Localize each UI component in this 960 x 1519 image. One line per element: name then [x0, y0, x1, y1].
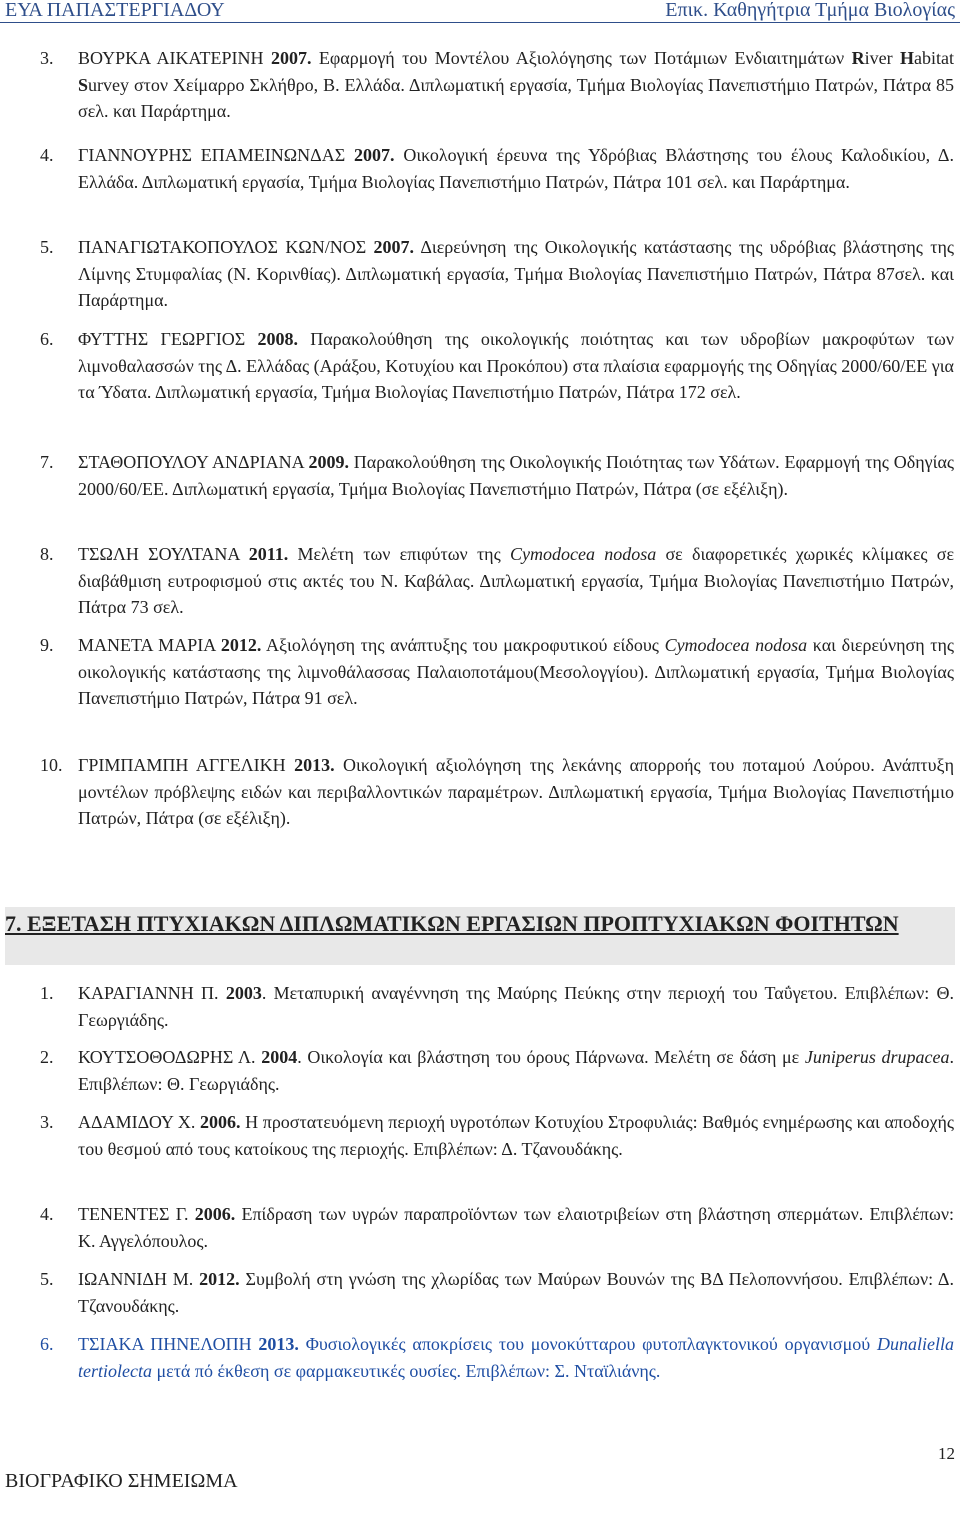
entry-year: 2009.: [308, 452, 349, 472]
entry-author: ΚΟΥΤΣΟΘΟΔΩΡΗΣ Λ.: [78, 1047, 256, 1067]
entry-year: 2007.: [270, 48, 312, 68]
entry-author: ΣΤΑΘΟΠΟΥΛΟΥ ΑΝΔΡΙΑΝΑ: [78, 452, 304, 472]
entry-text: ΠΑΝΑΓΙΩΤΑΚΟΠΟΥΛΟΣ ΚΩΝ/ΝΟΣ 2007. Διερεύνηση της Οικολογικής κατάστασης της υδρόβιας βλάστησης της Λίμνης Στυμφαλίας (Ν. Κορινθίας). Διπλωματική εργασία, Τμήμα Βιολογίας Πανεπιστήμιο Πατρών, Πάτρα 87σελ. και Παράρτημα.: [78, 237, 955, 310]
section-heading-text: 7. ΕΞΕΤΑΣΗ ΠΤΥΧΙΑΚΩΝ ΔΙΠΛΩΜΑΤΙΚΩΝ ΕΡΓΑΣΙΩΝ ΠΡΟΠΤΥΧΙΑΚΩΝ ΦΟΙΤΗΤΩΝ: [5, 911, 899, 936]
entry-author: ΦΥΤΤΗΣ ΓΕΩΡΓΙΟΣ: [78, 329, 246, 349]
entry-author: ΓΙΑΝΝΟΥΡΗΣ ΕΠΑΜΕΙΝΩΝΔΑΣ: [78, 145, 346, 165]
entry-number: 6.: [40, 1334, 54, 1354]
entry-author: ΒΟΥΡΚΑ ΑΙΚΑΤΕΡΙΝΗ: [78, 48, 264, 68]
entry-text: ΙΩΑΝΝΙΔΗ Μ. 2012. Συμβολή στη γνώση της χλωρίδας των Μαύρων Βουνών της ΒΔ Πελοποννήσου. Επιβλέπων: Δ. Τζανουδάκης.: [78, 1269, 955, 1316]
entry-text: ΚΑΡΑΓΙΑΝΝΗ Π. 2003. Μεταπυρική αναγέννηση της Μαύρης Πεύκης στην περιοχή του Ταΰγετου. Επιβλέπων: Θ. Γεωργιάδης.: [78, 983, 954, 1030]
entry-number: 5.: [40, 237, 54, 257]
entry-year: 2008.: [257, 329, 298, 349]
species-name: Dunaliella tertiolecta: [78, 1334, 954, 1381]
entry-text: ΓΙΑΝΝΟΥΡΗΣ ΕΠΑΜΕΙΝΩΝΔΑΣ 2007. Οικολογική έρευνα της Υδρόβιας Βλάστησης του έλους Καλοδικίου, Δ. Ελλάδα. Διπλωματική εργασία, Τμήμα Βιολογίας Πανεπιστήμιο Πατρών, Πάτρα 101 σελ. και Παράρτημα.: [78, 145, 954, 192]
entry-number: 4.: [40, 1204, 54, 1224]
entry-number: 2.: [40, 1047, 54, 1067]
entry-text: ΣΤΑΘΟΠΟΥΛΟΥ ΑΝΔΡΙΑΝΑ 2009. Παρακολούθηση της Οικολογικής Ποιότητας των Υδάτων. Εφαρμογή της Οδηγίας 2000/60/ΕΕ. Διπλωματική εργασία, Τμήμα Βιολογίας Πανεπιστήμιο Πατρών, Πάτρα (σε εξέλιξη).: [78, 452, 954, 499]
entry-year: 2006.: [194, 1204, 236, 1224]
entry-year: 2012.: [199, 1269, 240, 1289]
header-author: ΕΥΑ ΠΑΠΑΣΤΕΡΓΙΑΔΟΥ: [5, 0, 225, 21]
entry-number: 7.: [40, 452, 54, 472]
entry-author: ΜΑΝΕΤΑ ΜΑΡΙΑ: [78, 635, 216, 655]
entry-text: ΒΟΥΡΚΑ ΑΙΚΑΤΕΡΙΝΗ 2007. Εφαρμογή του Μοντέλου Αξιολόγησης των Ποτάμιων Ενδιαιτημάτων River Habitat Survey στον Χείμαρρο Σκλήθρο, Β. Ελλάδα. Διπλωματική εργασία, Τμήμα Βιολογίας Πανεπιστήμιο Πατρών, Πάτρα 85 σελ. και Παράρτημα.: [78, 48, 955, 121]
entry-text: ΚΟΥΤΣΟΘΟΔΩΡΗΣ Λ. 2004. Οικολογία και βλάστηση του όρους Πάρνωνα. Μελέτη σε δάση με Juniperus drupacea. Επιβλέπων: Θ. Γεωργιάδης.: [78, 1047, 954, 1094]
entry-year: 2013.: [258, 1334, 299, 1354]
entry-year: 2012.: [220, 635, 262, 655]
entry-number: 5.: [40, 1269, 54, 1289]
entry-text: ΦΥΤΤΗΣ ΓΕΩΡΓΙΟΣ 2008. Παρακολούθηση της οικολογικής ποιότητας και των υδροβίων μακροφύτων των λιμνοθαλασσών της Δ. Ελλάδας (Αράξου, Κοτυχίου και Προκόπου) στα πλαίσια εφαρμογής της Οδηγίας 2000/60/ΕΕ για τα Ύδατα. Διπλωματική εργασία, Τμήμα Βιολογίας Πανεπιστήμιο Πατρών, Πάτρα 172 σελ.: [78, 329, 955, 402]
entry-year: 2013.: [294, 755, 335, 775]
entry-number: 1.: [40, 983, 54, 1003]
entry-year: 2004: [261, 1047, 298, 1067]
species-name: Juniperus drupacea: [804, 1047, 950, 1067]
species-name: Cymodocea nodosa: [664, 635, 808, 655]
entry-text: ΜΑΝΕΤΑ ΜΑΡΙΑ 2012. Αξιολόγηση της ανάπτυξης του μακροφυτικού είδους Cymodocea nodosa και διερεύνηση της οικολογικής κατάστασης της λιμνοθάλασσας Παλαιοποτάμου(Μεσολογγίου). Διπλωματική εργασία, Τμήμα Βιολογίας Πανεπιστήμιο Πατρών, Πάτρα 91 σελ.: [78, 635, 955, 708]
entry-text: ΓΡΙΜΠΑΜΠΗ ΑΓΓΕΛΙΚΗ 2013. Οικολογική αξιολόγηση της λεκάνης απορροής του ποταμού Λούρου. Ανάπτυξη μοντέλων πρόβλεψης ειδών και περιβαλλοντικών παραμέτρων. Διπλωματική εργασία, Τμήμα Βιολογίας Πανεπιστήμιο Πατρών, Πάτρα (σε εξέλιξη).: [78, 755, 954, 828]
entry-number: 3.: [40, 1112, 54, 1132]
entry-text: ΤΣΩΛΗ ΣΟΥΛΤΑΝΑ 2011. Μελέτη των επιφύτων της Cymodocea nodosa σε διαφορετικές χωρικές κλίμακες σε διαβάθμιση ευτροφισμού στις ακτές του Ν. Καβάλας. Διπλωματική εργασία, Τμήμα Βιολογίας Πανεπιστήμιο Πατρών, Πάτρα 73 σελ.: [78, 544, 955, 617]
entry-number: 9.: [40, 635, 54, 655]
entry-text: ΑΔΑΜΙΔΟΥ Χ. 2006. Η προστατευόμενη περιοχή υγροτόπων Κοτυχίου Στροφυλιάς: Βαθμός ενημέρωσης και αποδοχής του θεσμού από τους κατοίκους της περιοχής. Επιβλέπων: Δ. Τζανουδάκης.: [78, 1112, 954, 1159]
entry-year: 2006.: [200, 1112, 241, 1132]
entry-year: 2003: [225, 983, 262, 1003]
footer-title: ΒΙΟΓΡΑΦΙΚΟ ΣΗΜΕΙΩΜΑ: [5, 1470, 238, 1492]
page-header: [0, 0, 960, 23]
entry-number: 8.: [40, 544, 54, 564]
entry-number: 3.: [40, 48, 54, 68]
entry-year: 2007.: [354, 145, 395, 165]
entry-author: ΠΑΝΑΓΙΩΤΑΚΟΠΟΥΛΟΣ ΚΩΝ/ΝΟΣ: [78, 237, 367, 257]
entry-author: ΙΩΑΝΝΙΔΗ Μ.: [78, 1269, 194, 1289]
entry-author: ΤΕΝΕΝΤΕΣ Γ.: [78, 1204, 189, 1224]
entry-text: ΤΣΙΑΚΑ ΠΗΝΕΛΟΠΗ 2013. Φυσιολογικές αποκρίσεις του μονοκύτταρου φυτοπλαγκτονικού οργανισμού Dunaliella tertiolecta μετά πό έκθεση σε φαρμακευτικές ουσίες. Επιβλέπων: Σ. Νταϊλιάνης.: [78, 1334, 954, 1381]
entry-year: 2011.: [248, 544, 289, 564]
entry-author: ΤΣΩΛΗ ΣΟΥΛΤΑΝΑ: [78, 544, 240, 564]
section-heading: [5, 907, 955, 965]
entry-author: ΤΣΙΑΚΑ ΠΗΝΕΛΟΠΗ: [78, 1334, 252, 1354]
entry-year: 2007.: [373, 237, 414, 257]
entry-number: 4.: [40, 145, 54, 165]
entry-text: ΤΕΝΕΝΤΕΣ Γ. 2006. Επίδραση των υγρών παραπροϊόντων των ελαιοτριβείων στη βλάστηση σπερμάτων. Επιβλέπων: Κ. Αγγελόπουλος.: [78, 1204, 954, 1251]
entry-author: ΑΔΑΜΙΔΟΥ Χ.: [78, 1112, 196, 1132]
page-number: 12: [938, 1444, 955, 1463]
species-name: Cymodocea nodosa: [509, 544, 657, 564]
header-position: Επικ. Καθηγήτρια Τμήμα Βιολογίας: [665, 0, 955, 21]
entry-author: ΓΡΙΜΠΑΜΠΗ ΑΓΓΕΛΙΚΗ: [78, 755, 286, 775]
entry-number: 6.: [40, 329, 54, 349]
entry-author: ΚΑΡΑΓΙΑΝΝΗ Π.: [78, 983, 219, 1003]
entry-number: 10.: [40, 755, 63, 775]
